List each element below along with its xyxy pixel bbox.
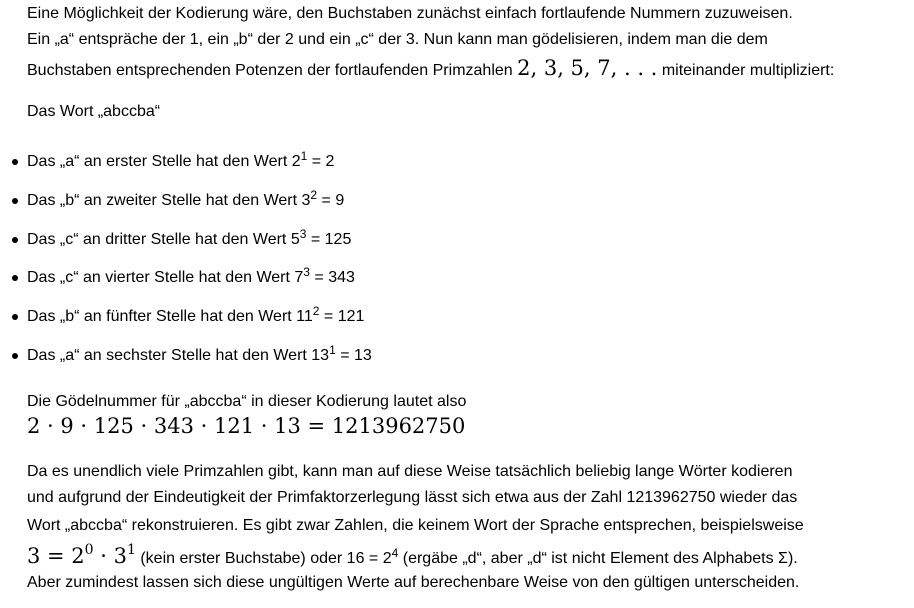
intro-line-3-end: miteinander multipliziert: [661, 62, 835, 79]
list-item: Das „b“ an zweiter Stelle hat den Wert $3^2 = 9$ [27, 188, 345, 209]
list-item: Das „a“ an erster Stelle hat den Wert $2^1 = 2$ [27, 149, 335, 170]
closing-line-1: Da es unendlich viele Primzahlen gibt, kann man auf diese Weise tatsächlich beliebig lange Wörter kodieren [27, 463, 793, 480]
intro-line-3 [27, 58, 834, 81]
bullet-icon [12, 353, 18, 359]
list-item: Das „a“ an sechster Stelle hat den Wert $13^1 = 13$ [27, 343, 372, 364]
closing-line-5: Aber zumindest lassen sich diese ungültigen Werte auf berechenbare Weise von den gültigen unterscheiden. [27, 574, 800, 591]
bullet-icon [12, 237, 18, 243]
closing-line-4: $3 = 2^0 \cdot 3^1$ (kein erster Buchstabe) oder $16 = 2^4$ (ergäbe „d“, aber „d“ ist nicht Element des Alphabets Σ). [27, 542, 798, 568]
intro-line-2: Ein „a“ entspräche der 1, ein „b“ der 2 und ein „c“ der 3. Nun kann man gödelisieren, indem man die dem [27, 31, 768, 48]
result-text: Die Gödelnummer für „abccba“ in dieser Kodierung lautet also [27, 393, 467, 410]
list-item: Das „c“ an vierter Stelle hat den Wert $7^3 = 343$ [27, 265, 355, 286]
intro-line-1: Eine Möglichkeit der Kodierung wäre, den Buchstaben zunächst einfach fortlaufende Nummern zuzuweisen. [27, 5, 793, 22]
goedel-number-formula: 2 · 9 · 125 · 343 · 121 · 13 = 1213962750 [27, 414, 466, 438]
list-item: Das „c“ an dritter Stelle hat den Wert $5^3 = 125$ [27, 227, 352, 248]
bullet-icon [12, 275, 18, 281]
word-heading: Das Wort „abccba“ [27, 103, 161, 120]
bullet-icon [12, 314, 18, 320]
counterexample-formula: $3 = 2^0 \cdot 3^1$ [27, 542, 136, 568]
list-item: Das „b“ an fünfter Stelle hat den Wert $11^2 = 121$ [27, 304, 365, 325]
intro-line-3-text: Buchstaben entsprechenden Potenzen der fortlaufenden Primzahlen [27, 62, 513, 79]
bullet-icon [12, 198, 18, 204]
closing-line-2: und aufgrund der Eindeutigkeit der Primfaktorzerlegung lässt sich etwa aus der Zahl 1213962750 wieder das [27, 489, 798, 506]
bullet-icon [12, 159, 18, 165]
prime-sequence-formula: 2, 3, 5, 7, . . . [517, 56, 658, 80]
closing-line-3: Wort „abccba“ rekonstruieren. Es gibt zwar Zahlen, die keinem Wort der Sprache entsprechen, beispielsweise [27, 517, 804, 534]
